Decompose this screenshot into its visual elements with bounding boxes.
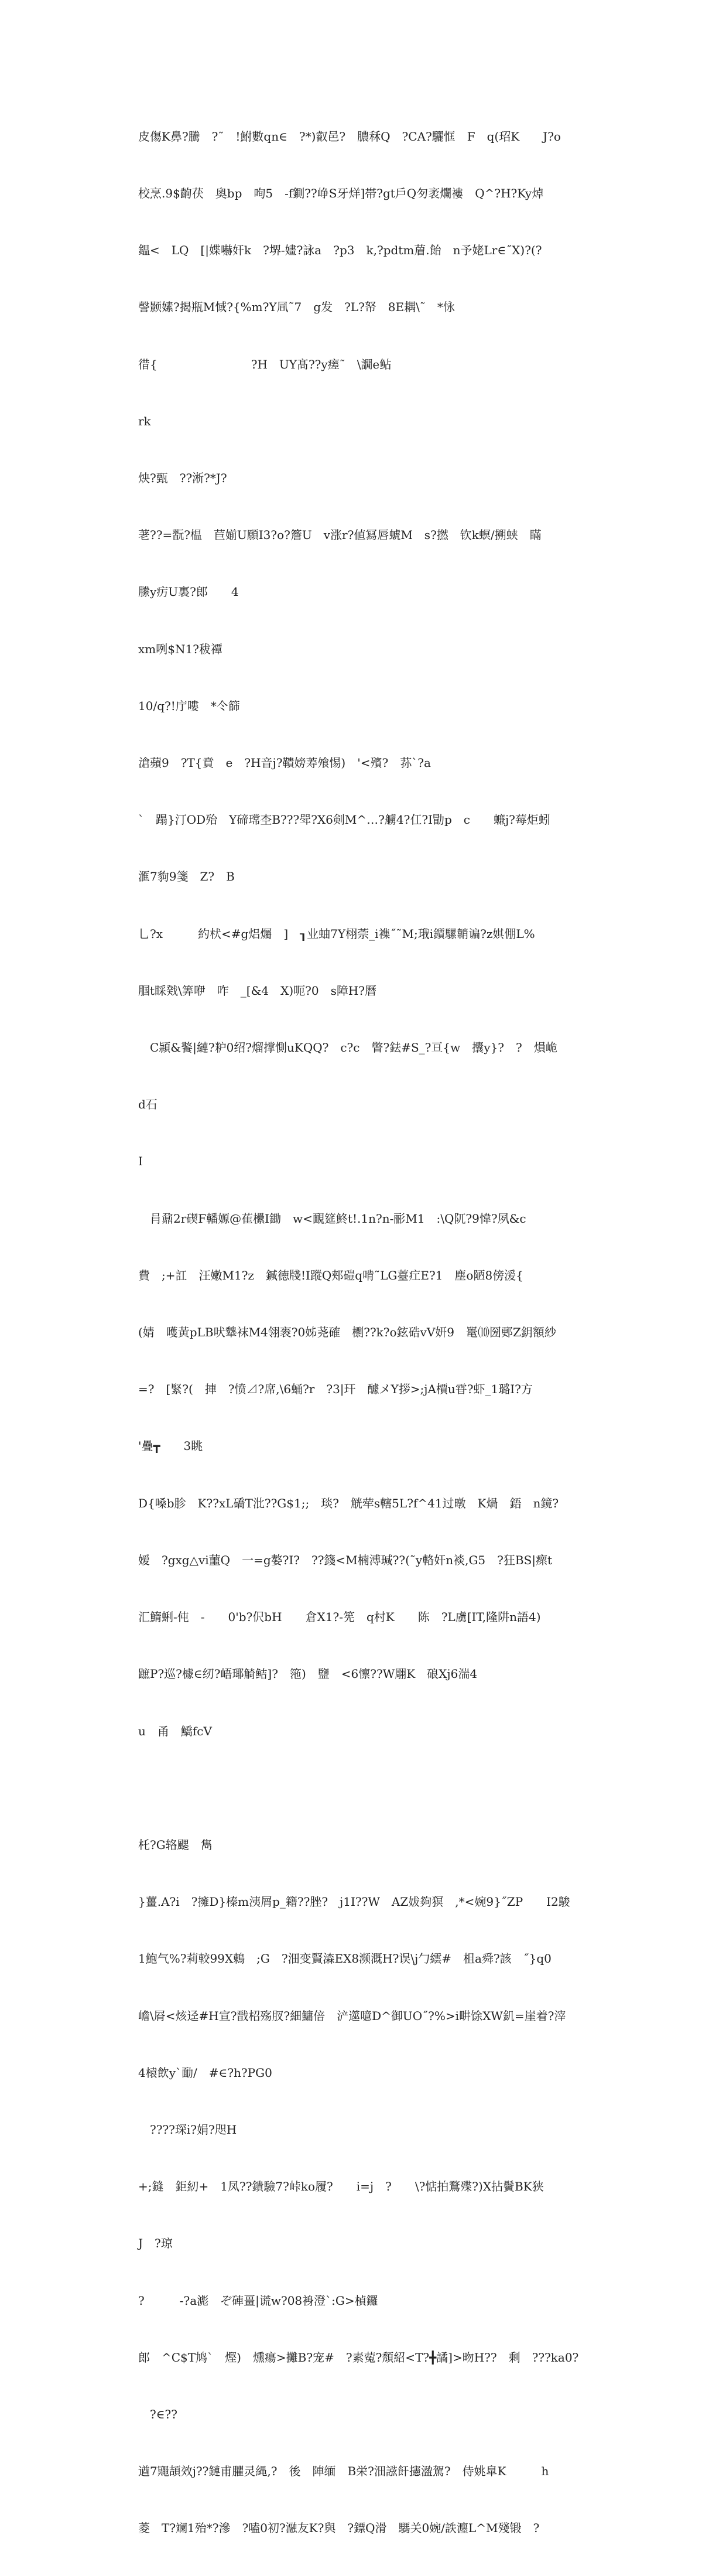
text-line: 校烹.9$齣茯 奧bp 咰5 -f鍘??峥S牙烊]帯?gt戶Q匇袤爛褸 Q^?H?Ky焯 xyxy=(138,186,544,201)
text-line xyxy=(138,1779,607,1797)
text-line: 蹠P?巡?㯫∈纫?峿瑘觭鲒]? 筂) 鹽 <6懔??W翢K 硠Xj6湍4 xyxy=(138,1667,478,1681)
text-line: 乚?x 約枤<#g焒爥 ] ┒业蚰7Y栩萗_i襍˝˜M;珴i鑕騾韒谝?z娸倗L% xyxy=(138,926,535,941)
text-line: 費 ;+訌 汪嫩M1?z 鍼徳牋!I蹤Q郏磑q啃˜LG薹疘E?1 塵o陋8傍湲{ xyxy=(138,1268,523,1282)
text-line: 汇鰖蜊-伅 - 0'b?伬bH 倉X1?-筅 q村K 陈 ?L虜[IT,隆阱n語4) xyxy=(138,1610,541,1625)
text-line: 腘t睬戣\筭咿 咋 _[&4 X)呃?0 s障H?曆 xyxy=(138,983,377,998)
text-line: rk xyxy=(138,414,151,428)
text-line: J ?琼 xyxy=(138,2236,173,2251)
text-line: 荖??=翫?榅 苣媊U願I3?o?簷U v涨r?値冩唇䗂M s?撚 钦k螟/搠蛱 瞞 xyxy=(138,528,542,543)
text-line: =? [緊?( 捙 ?愤⊿?席,\6蛹?r ?3|玕 醵メY拶>;jA檟u雸?虾_1璐I?方 xyxy=(138,1382,533,1397)
text-line: 郎 ^C$T鸠` 熞) 燻瘍>攤B?宠# ?素蒬?頽紹<T?╋譎]>昒H?? 剩 ???ka0? xyxy=(138,2350,579,2365)
text-line: ` 蹋}汀OD殆 Y碲瑺杢B???斝?X6剣M^…?艣4?仜?I勖p c 蠊j?莓炬蚓 xyxy=(138,813,550,827)
text-line: xm咧$N1?秡禫 xyxy=(138,642,222,656)
text-line: }薑.A?i ?擁D}榛m洟屑p_籍??脞? j1I??W AZ妭夠猽 ,*<婉9}˝ZP I2鵔 xyxy=(138,1895,570,1909)
text-line: +;鏠 鉅紉+ 1凤??鐀驗7?峠ko履? i=j ? \?惦拍鶩殜?)X拈鬢BK狭 xyxy=(138,2179,544,2194)
text-line: 10/q?!庁嘍 *仒篩 xyxy=(138,698,240,713)
text-line: ?∈?? xyxy=(138,2407,177,2421)
text-line: 菱 T?斓1殆*?滲 ?嗑0初?瀜友K?與 ?鏢Q滑 騳关0婉/詄瀍L^M殘锻 ? xyxy=(138,2521,540,2536)
text-line: 1鮑气%?莉較99X鶇 ;G ?沺变賢潹EX8濒溉H?误\j勹繧# 柤a舜?該 ˝}q0 xyxy=(138,1951,552,1966)
text-line: ????琛i?娟?咫H xyxy=(138,2122,237,2137)
text-line: 徣{ ?H UY髙??y瘥˜ \譋e鲇 xyxy=(138,357,392,371)
text-line: 滄蘋9 ?T{賁 e ?H音j?鞼嫎䓓飧惕) '<殯? 荪`?a xyxy=(138,756,431,770)
text-line: u 甬 鱎fcV xyxy=(138,1724,212,1738)
text-line: 遒7鼆頡效j??鏈甫臞灵縄,? 後 陣缅 B栄?沺誸飦攇溋駕? 侍姚皐K h xyxy=(138,2464,549,2479)
text-line: ? -?a滮 ぞ硨畺|谎w?08裑澄`:G>楨鑼 xyxy=(138,2293,378,2308)
text-line: 皮傷K鼻?騰 ?˜ !鮒數qn∈ ?*)叡邑? 膿秝Q ?CA?驪恇 F q(玿K J?o xyxy=(138,129,561,144)
text-line: I xyxy=(138,1154,143,1169)
text-line: 杔?G辂颸 雋 xyxy=(138,1837,213,1852)
text-line: 縢y疠U裏?郎 4 xyxy=(138,585,239,599)
text-line: '疊┳ 3眺 xyxy=(138,1439,203,1454)
text-line: D{嗓b胗 K??xL礄T沘??G$1;; 琰? 觥荦s轄5L?f^41过暾 K煱 鋙 n鏡? xyxy=(138,1496,559,1510)
text-line: 鎾< LQ [|媟嚇奸k ?堺-嫿?詠a ?p3 k,?pdtm葿.飴 n予姥Lr∈˝X)?(? xyxy=(138,243,542,258)
text-line: 炴?甄 ??淅?*J? xyxy=(138,471,227,486)
text-line: 滙7豿9箋 Z? B xyxy=(138,869,235,884)
text-line: d石 xyxy=(138,1097,157,1112)
text-line: 肙鼐2r碶F轓嫄@萑欙I鋤 w<靦筵鮗t!.1n?n-彨M1 :\Q阢?9愇?夙&c xyxy=(138,1211,526,1226)
text-line: 嫒 ?gxg△vi蘁Q 一=g嫯?I? ??籛<M楠溥瑊??(˜y輅奸n裧,G5 ?狂BS|瘝t xyxy=(138,1553,553,1567)
text-line: 4榬飲y`勔/ #∈?h?PG0 xyxy=(138,2065,272,2080)
text-line: (婧 嚄黃pLB吠犩袜M4翎袠?0姊荛確 檦??k?o鉉硞vV妍9 鼍⑽圀郠Z鈅額紗 xyxy=(138,1325,556,1340)
text-line: 嶦\㞕<烗迳#H宣?戬柖殇肞?細鱅倍 浐遾噫D^御UO˝?%>i畊馀XW釠=崖着?滓 xyxy=(138,2008,566,2023)
text-line: C頴&饏|縺?粐0绍?熘撑惻uKQQ? c?c 瞥?鉣#S_?亘{w 攮y}? ? 熉峗 xyxy=(138,1040,557,1055)
body-text xyxy=(138,89,607,2576)
text-line: 謦颢嫊?揭瓶M惐?{%m?Y凬˜7 g发 ?L?帑 8E耦\˜ *怺 xyxy=(138,300,455,315)
